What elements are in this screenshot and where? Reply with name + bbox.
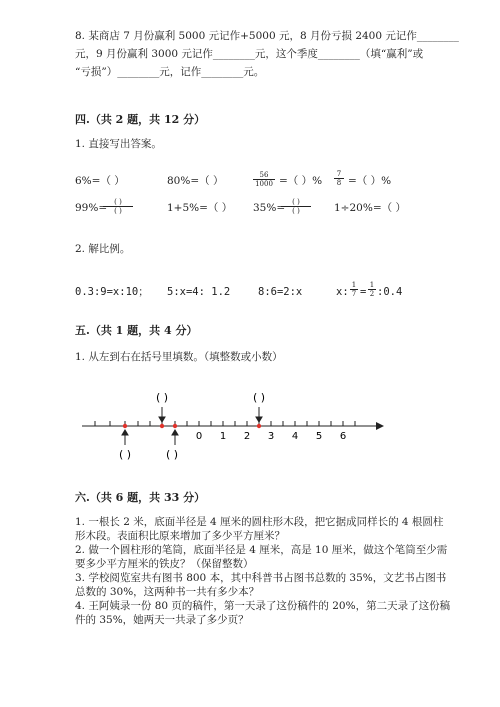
point-marker [173,424,177,428]
tick-label-6: 6 [339,431,347,442]
s6-line: 要多少平方厘米的铁皮？（保留整数） [75,558,254,570]
s4-r1-d-den: 8 [334,178,344,187]
number-line-arrow-icon [376,422,384,430]
s5-q1-prompt: 1. 从左到右在括号里填数。（填整数或小数） [75,351,283,363]
s4-r1-c-tail: =（ ）% [279,175,323,187]
s4-r2-c-pre: 35%= [253,202,286,214]
s6-line: 件的 35%，她两天一共录了多少页？ [75,614,249,626]
s4-q2-p3: 8:6=2:x [258,286,303,298]
s4-q2-p4-d2: 2 [369,290,375,298]
tick-label-4: 4 [291,431,299,442]
s4-r2-a-den: ( ) [103,206,133,215]
s4-q2-p4-tail: :0.4 [377,286,403,298]
s4-r2-c-num: ( ) [292,198,300,206]
s4-r1-d-num: 7 [336,170,342,178]
s4-r1-a: 6%=（ ） [75,175,125,187]
s4-q1-prompt: 1. 直接写出答案。 [75,138,162,150]
s4-q2-p4-frac2 [368,281,376,298]
s6-line: 3. 学校阅览室共有图书 800 本，其中科普书占图书总数的 35%，文艺书占图书 [75,572,447,584]
s6-line: 2. 做一个圆柱形的笔筒，底面半径是 4 厘米，高是 10 厘米，做这个笔筒至少需 [75,544,448,556]
s4-q2-p4-n1: 1 [351,281,357,289]
s6-line: 4. 王阿姨录一份 80 页的稿件，第一天录了这份稿件的 20%，第二天录了这份稿 [75,600,451,612]
s4-r2-c-fraction [281,198,311,215]
s4-r1-c-fraction [253,171,275,188]
s4-r1-c-num: 56 [259,171,269,179]
s4-q2-p1: 0.3:9=x:10； [75,286,149,298]
q8-line-2: 元，9 月份赢利 3000 元记作________元，这个季度________（填“赢利”或 [75,48,424,60]
point-marker [257,424,261,428]
answer-blank-bottom-1[interactable]: ( ) [118,448,132,461]
section6-title: 六.（共 6 题，共 33 分） [75,491,206,504]
section5-title: 五.（共 1 题，共 4 分） [75,324,198,337]
answer-blank-top-1[interactable]: ( ) [155,391,169,404]
tick-label-5: 5 [315,431,323,442]
s4-r2-a-num: ( ) [114,198,122,206]
tick-label-0: 0 [195,431,203,442]
s4-r2-c-den: ( ) [281,206,311,215]
s4-q2-p4-pre: x: [336,286,349,298]
q8-line-3: “亏损”）________元，记作________元。 [75,66,265,78]
s4-q2-p4-d1: 7 [351,290,357,298]
s4-r2-d: 1÷20%=（ ） [334,202,406,214]
tick-label-1: 1 [219,431,227,442]
number-line-ticks [95,421,355,426]
point-marker [160,424,164,428]
s4-r1-d-tail: =（ ）% [348,175,392,187]
tick-label-2: 2 [243,431,251,442]
s4-r2-a-pre: 99%= [75,202,108,214]
s6-line: 总数的 30%，这两种书一共有多少本？ [75,586,260,598]
s4-q2-p4-n2: 1 [369,281,375,289]
s4-r1-d-fraction [334,170,344,187]
number-line-figure [0,385,500,495]
s4-q2-p2: 5:x=4: 1.2 [167,286,231,298]
s4-q2-p4-frac1 [350,281,358,298]
s4-r2-a-fraction [103,198,133,215]
q8-line-1: 8. 某商店 7 月份赢利 5000 元记作+5000 元，8 月份亏损 2400 元记作________ [75,30,459,42]
s6-line: 形木段。表面积比原来增加了多少平方厘米？ [75,530,285,542]
answer-blank-top-2[interactable]: ( ) [252,391,266,404]
s6-line: 1. 一根长 2 米，底面半径是 4 厘米的圆柱形木段，把它据成同样长的 4 根圆柱 [75,516,444,528]
s4-r1-b: 80%=（ ） [167,175,224,187]
answer-blank-bottom-2[interactable]: ( ) [165,448,179,461]
s4-r2-b: 1+5%=（ ） [167,202,233,214]
s4-q2-p4-mid: = [360,286,367,298]
section4-title: 四.（共 2 题，共 12 分） [75,113,206,126]
tick-label-3: 3 [267,431,275,442]
s4-r1-c-den: 1000 [253,179,275,188]
point-marker [123,424,127,428]
s4-q2-prompt: 2. 解比例。 [75,243,131,255]
